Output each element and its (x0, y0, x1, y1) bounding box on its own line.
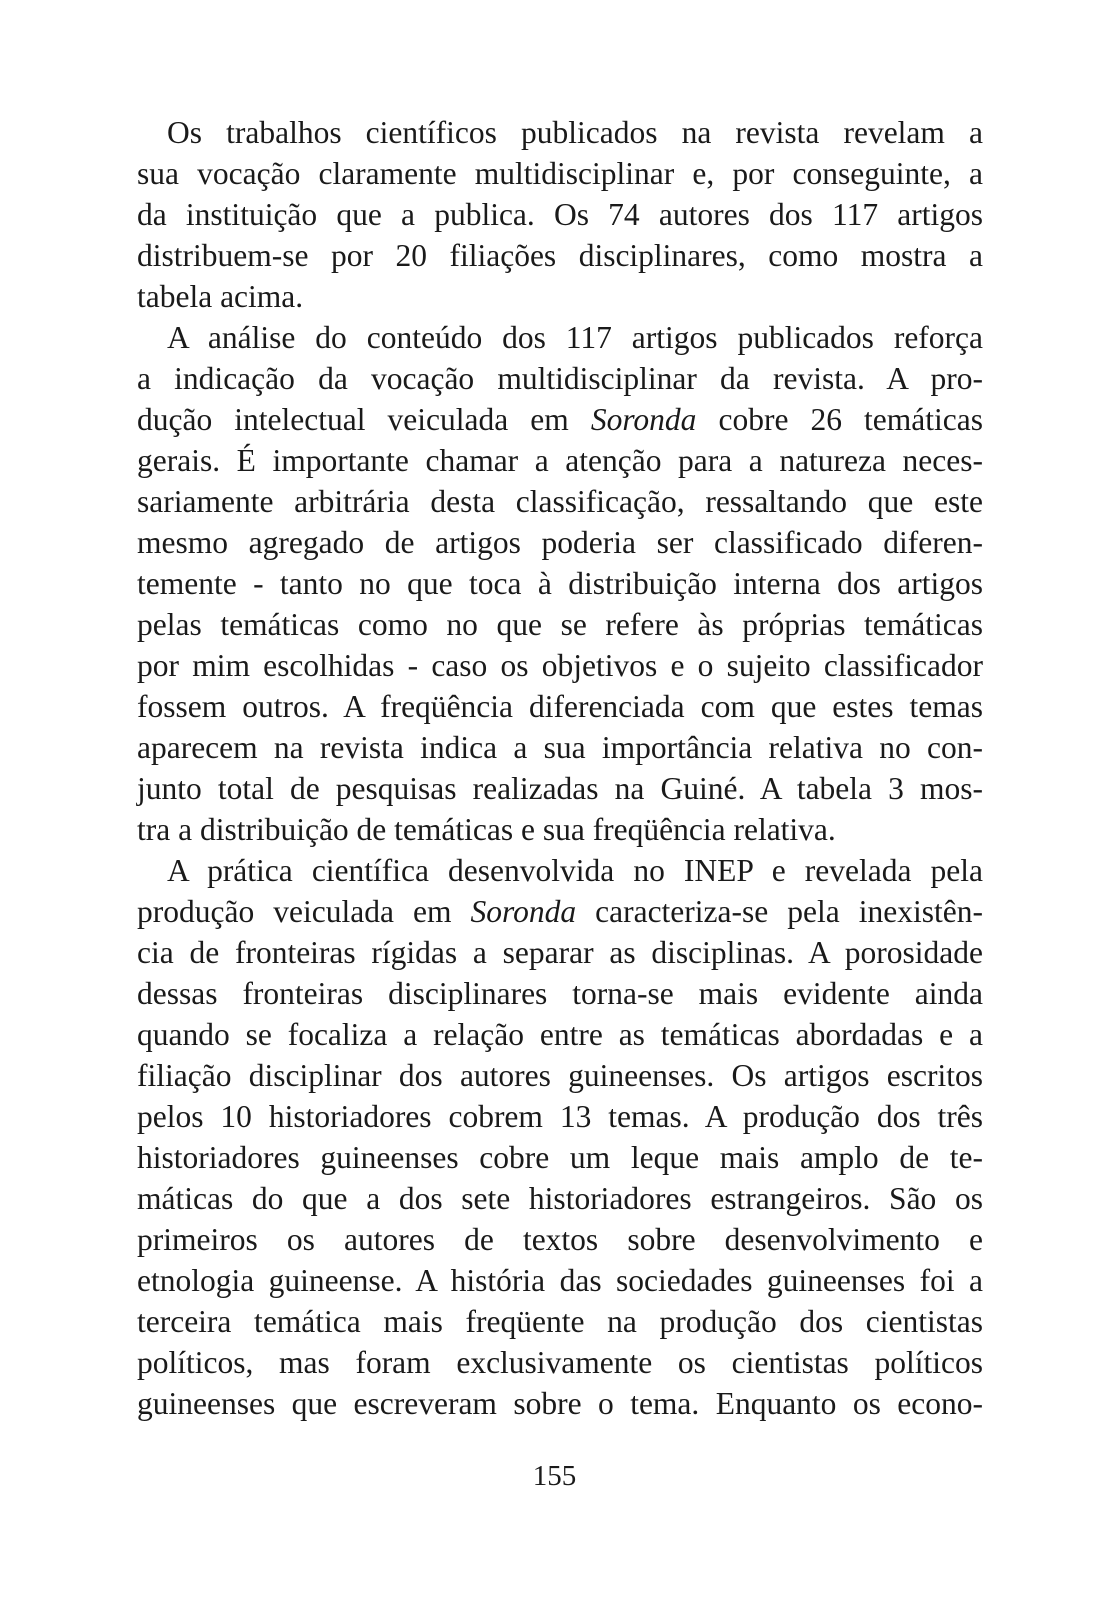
text-line: Os trabalhos científicos publicados na revista revelam a (167, 115, 983, 150)
paragraph-1 (137, 112, 983, 317)
text-line: dução intelectual veiculada em Soronda cobre 26 temáticas (137, 402, 983, 437)
text-line: tra a distribuição de temáticas e sua freqüência relativa. (137, 812, 836, 847)
text-line: terceira temática mais freqüente na produção dos cientistas (137, 1304, 983, 1339)
text-line: produção veiculada em Soronda caracteriza-se pela inexistên- (137, 894, 983, 929)
body-text (137, 112, 983, 1424)
paragraph-2 (137, 317, 983, 850)
journal-title-italic: Soronda (590, 402, 697, 437)
text-line: pelos 10 historiadores cobrem 13 temas. A produção dos três (137, 1099, 983, 1134)
text-line: distribuem-se por 20 filiações disciplinares, como mostra a (137, 238, 983, 273)
text-line: dessas fronteiras disciplinares torna-se mais evidente ainda (137, 976, 983, 1011)
text-line: sua vocação claramente multidisciplinar e, por conseguinte, a (137, 156, 983, 191)
text-line: aparecem na revista indica a sua importância relativa no con- (137, 730, 983, 765)
text-line: guineenses que escreveram sobre o tema. Enquanto os econo- (137, 1386, 983, 1421)
journal-title-italic: Soronda (470, 894, 577, 929)
text-line: A análise do conteúdo dos 117 artigos publicados reforça (167, 320, 983, 355)
text-line: a indicação da vocação multidisciplinar da revista. A pro- (137, 361, 983, 396)
text-line: por mim escolhidas - caso os objetivos e o sujeito classificador (137, 648, 983, 683)
text-line: temente - tanto no que toca à distribuição interna dos artigos (137, 566, 983, 601)
text-line: gerais. É importante chamar a atenção para a natureza neces- (137, 443, 983, 478)
text-line: etnologia guineense. A história das sociedades guineenses foi a (137, 1263, 983, 1298)
paragraph-3 (137, 850, 983, 1424)
text-line: mesmo agregado de artigos poderia ser classificado diferen- (137, 525, 983, 560)
text-line: quando se focaliza a relação entre as temáticas abordadas e a (137, 1017, 983, 1052)
text-line: políticos, mas foram exclusivamente os cientistas políticos (137, 1345, 983, 1380)
text-line: cia de fronteiras rígidas a separar as disciplinas. A porosidade (137, 935, 983, 970)
text-line: primeiros os autores de textos sobre desenvolvimento e (137, 1222, 983, 1257)
text-line: historiadores guineenses cobre um leque mais amplo de te- (137, 1140, 983, 1175)
text-line: da instituição que a publica. Os 74 autores dos 117 artigos (137, 197, 983, 232)
text-line: sariamente arbitrária desta classificação, ressaltando que este (137, 484, 983, 519)
text-line: pelas temáticas como no que se refere às próprias temáticas (137, 607, 983, 642)
text-line: fossem outros. A freqüência diferenciada com que estes temas (137, 689, 983, 724)
text-line: filiação disciplinar dos autores guineenses. Os artigos escritos (137, 1058, 983, 1093)
text-line: máticas do que a dos sete historiadores estrangeiros. São os (137, 1181, 983, 1216)
text-line: junto total de pesquisas realizadas na Guiné. A tabela 3 mos- (137, 771, 983, 806)
page-number: 155 (532, 1460, 577, 1492)
text-line: A prática científica desenvolvida no INEP e revelada pela (167, 853, 983, 888)
text-line: tabela acima. (137, 279, 304, 314)
